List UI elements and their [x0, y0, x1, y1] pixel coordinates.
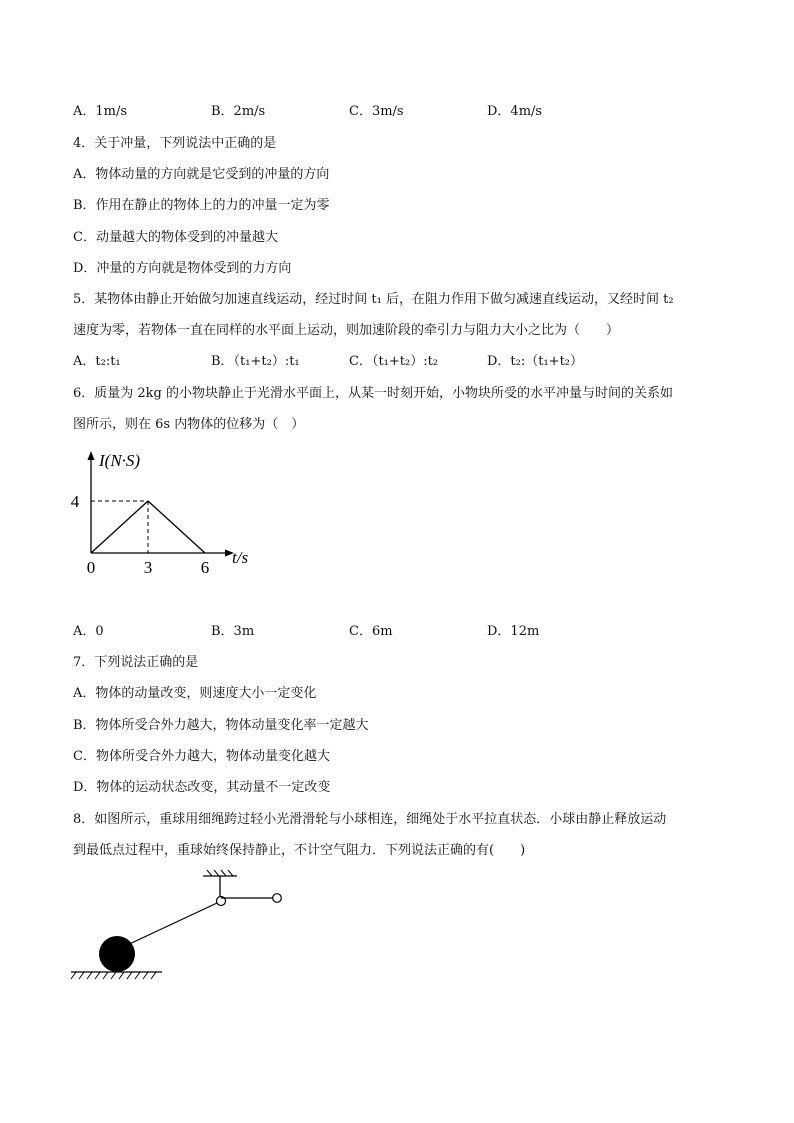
q4-choice-a: A．物体动量的方向就是它受到的冲量的方向 — [73, 167, 330, 182]
q6-stem-line2: 图所示，则在 6s 内物体的位移为（ ） — [73, 417, 305, 432]
q4-stem: 4．关于冲量，下列说法中正确的是 — [73, 136, 277, 151]
q4-choice-c: C．动量越大的物体受到的冲量越大 — [73, 230, 278, 245]
q7-choice-d: D．物体的运动状态改变，其动量不一定改变 — [73, 780, 331, 795]
q3-option-b: B．2m/s — [211, 104, 266, 119]
x-axis-label: t/s — [232, 548, 249, 567]
q3-option-c: C．3m/s — [349, 104, 404, 119]
x-tick-label: 0 — [86, 558, 96, 577]
q5-option-c: C．（t₁+t₂）:t₂ — [349, 354, 439, 369]
q7-choice-b: B．物体所受合外力越大，物体动量变化率一定越大 — [73, 718, 369, 733]
q6-option-a: A．0 — [73, 624, 104, 639]
q7-choice-c: C．物体所受合外力越大，物体动量变化越大 — [73, 749, 330, 764]
q6-option-b: B．3m — [211, 624, 255, 639]
x-tick-label: 3 — [143, 558, 153, 577]
q4-choice-b: B．作用在静止的物体上的力的冲量一定为零 — [73, 198, 330, 213]
q5-option-d: D．t₂:（t₁+t₂） — [487, 354, 584, 369]
pulley-diagram — [65, 868, 305, 983]
impulse-time-chart — [70, 445, 270, 580]
q5-stem-line2: 速度为零，若物体一直在同样的水平面上运动，则加速阶段的牵引力与阻力大小之比为（ ） — [73, 323, 620, 338]
q5-option-b: B．（t₁+t₂）:t₁ — [211, 354, 300, 369]
q6-stem-line1: 6．质量为 2kg 的小物块静止于光滑水平面上，从某一时刻开始，小物块所受的水平冲量与时间的关系如 — [73, 386, 674, 401]
q4-choice-d: D．冲量的方向就是物体受到的力方向 — [73, 261, 292, 276]
q7-stem: 7．下列说法正确的是 — [73, 655, 199, 670]
ceiling-hatch — [207, 870, 233, 876]
series-segment — [91, 501, 148, 553]
ground-hatch — [71, 972, 156, 979]
q8-stem-line2: 到最低点过程中，重球始终保持静止，不计空气阻力．下列说法正确的有( ) — [73, 843, 526, 858]
y-axis-arrow — [88, 451, 95, 460]
q3-option-d: D．4m/s — [487, 104, 543, 119]
small-ball — [273, 894, 282, 903]
y-tick-label: 4 — [70, 492, 80, 511]
heavy-ball — [99, 936, 135, 972]
q7-choice-a: A．物体的动量改变，则速度大小一定变化 — [73, 686, 317, 701]
q5-option-a: A．t₂:t₁ — [73, 354, 121, 369]
q6-option-c: C．6m — [349, 624, 393, 639]
series-segment — [148, 501, 205, 553]
q5-stem-line1: 5．某物体由静止开始做匀加速直线运动，经过时间 t₁ 后，在阻力作用下做匀减速直线运动，又经时间 t₂ — [73, 292, 674, 307]
q8-stem-line1: 8．如图所示，重球用细绳跨过轻小光滑滑轮与小球相连，细绳处于水平拉直状态．小球由静止释放运动 — [73, 812, 667, 827]
y-axis-label: I(N·S) — [99, 451, 141, 470]
q3-option-a: A．1m/s — [73, 104, 128, 119]
inclined-string — [123, 903, 217, 947]
x-tick-label: 6 — [200, 558, 210, 577]
q6-option-d: D．12m — [487, 624, 540, 639]
